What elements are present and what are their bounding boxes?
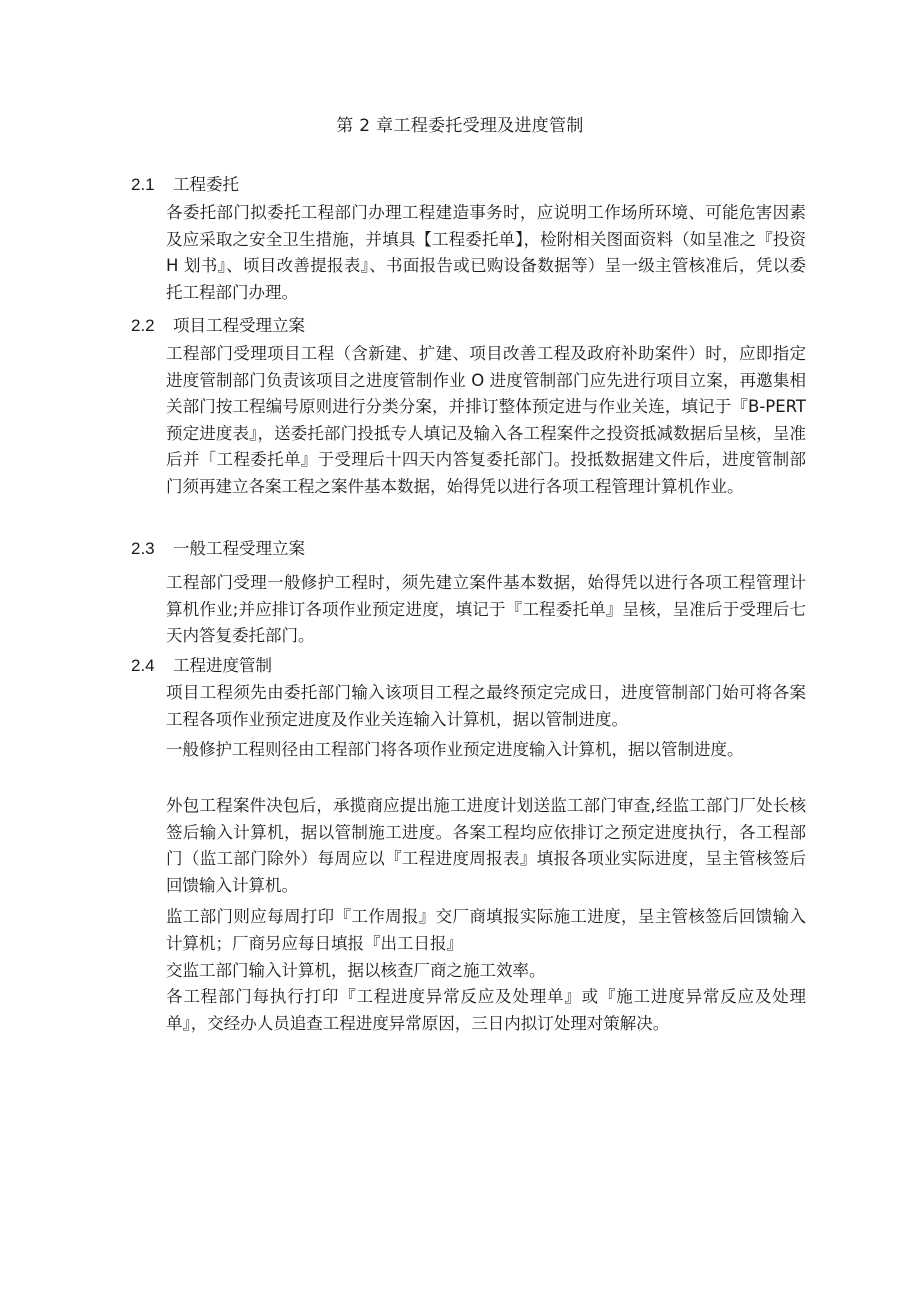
section-paragraph: 监工部门则应每周打印『工作周报』交厂商填报实际施工进度，呈主管核签后回馈输入计算机；厂商另应每日填报『出工日报』 xyxy=(166,907,806,953)
section-paragraph: 交监工部门输入计算机，据以核查厂商之施工效率。 xyxy=(166,961,546,980)
section-paragraph: 项目工程须先由委托部门输入该项目工程之最终预定完成日，进度管制部门始可将各案工程各项作业预定进度及作业关连输入计算机，据以管制进度。 xyxy=(166,683,806,729)
section-number: 2.1 xyxy=(131,175,155,194)
section-number: 2.2 xyxy=(131,316,155,335)
section-paragraph: 外包工程案件决包后，承揽商应提出施工进度计划送监工部门审查,经监工部门厂处长核签后输入计算机，据以管制施工进度。各案工程均应依排订之预定进度执行，各工程部门（监工部门除外）每周应以『工程进度周报表』填报各项业实际进度，呈主管核签后回馈输入计算机。 xyxy=(166,796,806,895)
chapter-title: 第 2 章工程委托受理及进度管制 xyxy=(336,116,584,136)
section-heading-2-2 xyxy=(131,314,305,338)
section-number: 2.4 xyxy=(131,656,155,675)
section-title: 工程进度管制 xyxy=(173,656,272,675)
section-paragraph: 各委托部门拟委托工程部门办理工程建造事务时，应说明工作场所环境、可能危害因素及应采取之安全卫生措施，并填具【工程委托单】，检附相关图面资料（如呈准之『投资 H 划书』、顷目改善提报表』、书面报告或已购设备数据等）呈一级主管核准后，凭以委托工程部门办理。 xyxy=(166,203,806,302)
section-paragraph: 各工程部门每执行打印『工程进度异常反应及处理单』或『施工进度异常反应及处理单』，交经办人员追查工程进度异常原因，三日内拟订处理对策解决。 xyxy=(166,987,806,1033)
section-title: 一般工程受理立案 xyxy=(173,539,305,558)
section-title: 项目工程受理立案 xyxy=(173,316,305,335)
section-paragraph: 工程部门受理一般修护工程时，须先建立案件基本数据，始得凭以进行各项工程管理计算机作业;并应排订各项作业预定进度，填记于『工程委托单』呈核，呈准后于受理后七天内答复委托部门。 xyxy=(166,573,806,646)
section-title: 工程委托 xyxy=(173,175,239,194)
section-number: 2.3 xyxy=(131,539,155,558)
section-heading-2-3 xyxy=(131,537,305,561)
section-paragraph: 工程部门受理项目工程（含新建、扩建、项目改善工程及政府补助案件）时，应即指定进度管制部门负责该项目之进度管制作业 O 进度管制部门应先进行项目立案，再邀集相关部门按工程编号原则进行分类分案，并排订整体预定进与作业关连，填记于『B-PERT 预定进度表』，送委托部门投抵专人填记及输入各工程案件之投资抵减数据后呈核，呈准后并「工程委托单』于受理后十四天内答复委托部门。投抵数据建文件后，进度管制部门须再建立各案工程之案件基本数据，始得凭以进行各项工程管理计算机作业。 xyxy=(166,344,806,496)
section-heading-2-4 xyxy=(131,654,272,678)
section-heading-2-1 xyxy=(131,173,239,197)
section-paragraph: 一般修护工程则径由工程部门将各项作业预定进度输入计算机，据以管制进度。 xyxy=(166,740,744,759)
